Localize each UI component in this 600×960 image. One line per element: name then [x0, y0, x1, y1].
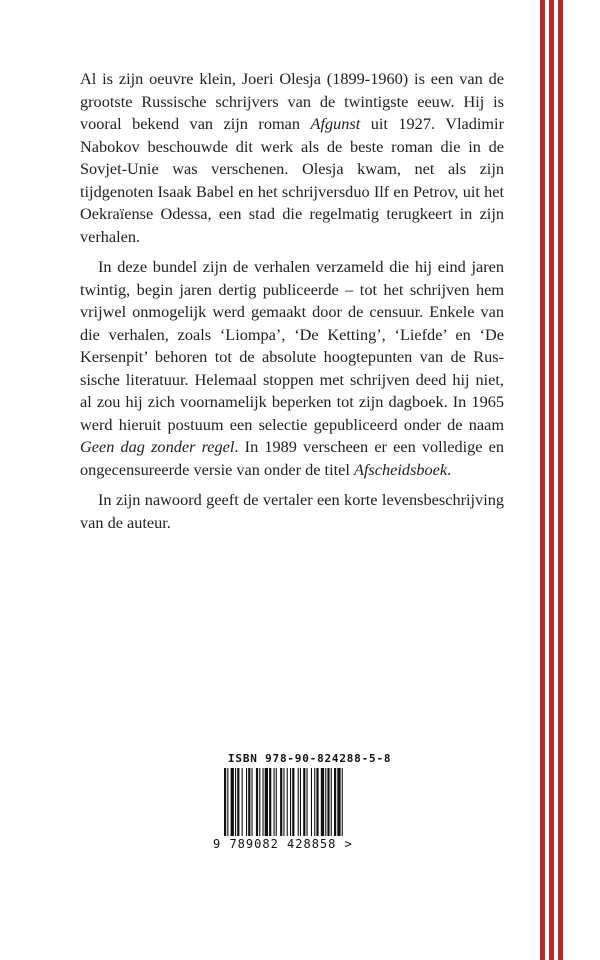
barcode-bar [334, 768, 336, 836]
spine-stripe [549, 0, 554, 960]
barcode-bar [331, 768, 332, 836]
barcode-bar [327, 768, 329, 836]
barcode [216, 768, 388, 836]
barcode-bar [269, 768, 271, 836]
barcode-bar [235, 768, 236, 836]
barcode-bar [256, 768, 258, 836]
barcode-bar [283, 768, 284, 836]
barcode-bar [280, 768, 282, 836]
isbn-label: ISBN 978-90-824288-5-8 [228, 752, 392, 765]
barcode-bar [259, 768, 260, 836]
barcode-bar [287, 768, 288, 836]
barcode-bar [316, 768, 318, 836]
barcode-bar [224, 768, 226, 836]
blurb-text [80, 68, 504, 534]
barcode-bar [307, 768, 308, 836]
barcode-bar [292, 768, 294, 836]
book-title-geen-dag: Geen dag zonder regel [80, 437, 235, 456]
barcode-bar [263, 768, 264, 836]
barcode-bar [314, 768, 315, 836]
blurb-paragraph-1: Al is zijn oeuvre klein, Joeri Olesja (1899-1960) is een van de grootste Russische schrijvers van de twintigste eeuw. Hij is vooral bekend van zijn roman Afgunst uit 1927. Vladimir Nabokov beschouwde dit werk als de beste roman die in de Sovjet-Unie was verschenen. Olesja kwam, net als zijn tijdgenoten Isaak Babel en het schrijversduo Ilf en Petrov, uit het Oekraïense Odessa, een stad die regelmatig terugkeert in zijn verhalen. [80, 69, 504, 246]
barcode-bar [290, 768, 291, 836]
barcode-bar [227, 768, 228, 836]
barcode-bar [252, 768, 253, 836]
barcode-bar [311, 768, 312, 836]
barcode-bar [242, 768, 243, 836]
barcode-bar [265, 768, 268, 836]
barcode-bar [337, 768, 340, 836]
barcode-bar [237, 768, 239, 836]
barcode-bar [276, 768, 277, 836]
barcode-bar [325, 768, 326, 836]
barcode-bar [298, 768, 299, 836]
blurb-paragraph-3: In zijn nawoord geeft de vertaler een korte levensbeschrijving van de auteur. [80, 490, 504, 532]
barcode-bar [342, 768, 343, 836]
barcode-bar [321, 768, 324, 836]
blurb-paragraph-2: In deze bundel zijn de verhalen verzameld die hij eind jaren twintig, begin jaren dertig publiceerde – tot het schrijven hem vrijwel onmogelijk werd gemaakt door de censuur. Enkele van die verhalen, zoals ‘Liompa’, ‘De Ketting’, ‘Liefde’ en ‘De Kersenpit’ behoren tot de absolute hoogtepunten van de Russische literatuur. Helemaal stoppen met schrijven deed hij niet, al zou hij zich voornamelijk beperken tot zijn dagboek. In 1965 werd hieruit postuum een selectie gepubliceerd onder de naam Geen dag zonder regel. In 1989 verscheen er een volledige en ongecensureerde versie van onder de titel Afscheidsboek. [80, 257, 505, 479]
barcode-bar [300, 768, 301, 836]
book-title-afgunst: Afgunst [310, 114, 361, 133]
barcode-digits: 9 789082 428858 > [213, 837, 353, 851]
spine-stripe [558, 0, 563, 960]
barcode-bar [231, 768, 234, 836]
barcode-bar [303, 768, 305, 836]
spine-stripe [540, 0, 545, 960]
book-title-afscheidsboek: Afscheidsboek [353, 459, 448, 479]
barcode-bar [274, 768, 275, 836]
barcode-bar [248, 768, 250, 836]
barcode-bar [246, 768, 247, 836]
